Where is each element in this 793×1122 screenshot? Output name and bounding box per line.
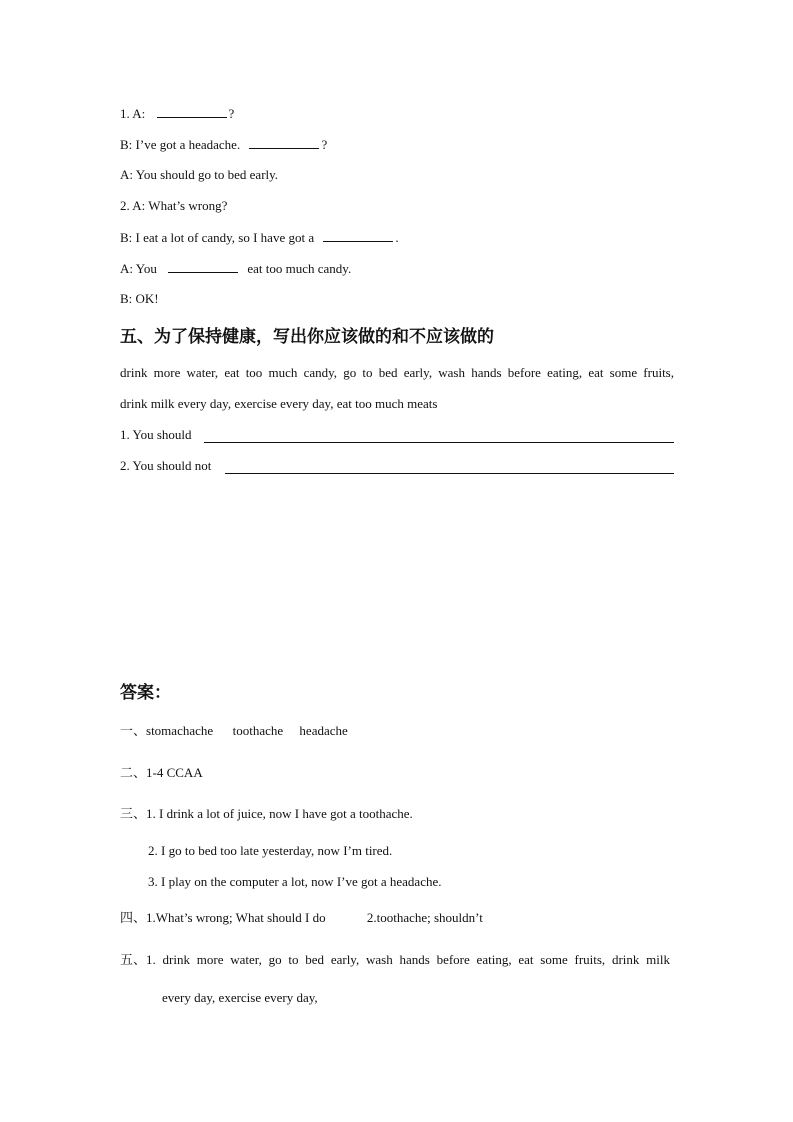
answer-1 [120, 723, 348, 740]
answer-4-prefix: 四、 [120, 911, 147, 926]
answer-3-prefix: 三、 [120, 807, 147, 822]
answer-1-text: stomachache toothache headache [146, 723, 348, 738]
q2-line-a [120, 198, 227, 214]
answers-title: 答案： [120, 683, 171, 703]
answer-3-line3: 3. I play on the computer a lot, now I’ve got a headache. [148, 874, 442, 889]
answer-2 [120, 765, 203, 782]
q1-a2-text: A: You should go to bed early. [120, 167, 279, 182]
answer-5-line2: every day, exercise every day, [162, 990, 318, 1005]
q1-a-blank[interactable] [157, 105, 227, 118]
answer-4-text: 1.What’s wrong; What should I do [146, 910, 326, 925]
should-not-label: 2. You should not [120, 458, 212, 473]
q2-b-blank[interactable] [323, 229, 393, 242]
q2-line-a2 [120, 260, 351, 277]
should-label: 1. You should [120, 427, 192, 442]
q1-line-a [120, 105, 234, 122]
answer-5 [120, 952, 674, 969]
q1-b-blank[interactable] [249, 136, 319, 149]
q2-line-b2 [120, 291, 159, 307]
q2-b-end: . [395, 230, 399, 245]
answer-3-line2: 2. I go to bed too late yesterday, now I’m tired. [148, 843, 393, 858]
q2-a-text: 2. A: What’s wrong? [120, 198, 228, 213]
answer-5-line1: 1. drink more water, go to bed early, wash hands before eating, eat some fruits, drink milk [146, 952, 671, 967]
q1-line-b [120, 136, 327, 153]
answer-4-text2: 2.toothache; shouldn’t [366, 910, 483, 925]
q2-a2-blank[interactable] [168, 260, 238, 273]
should-answer-line[interactable] [204, 442, 674, 443]
q1-line-a2 [120, 167, 278, 183]
q1-b-text: B: I’ve got a headache. [120, 137, 241, 152]
q2-a2-end: eat too much candy. [247, 261, 352, 276]
section5-title: 五、为了保持健康，写出你应该做的和不应该做的 [120, 327, 494, 347]
answer-4 [120, 910, 483, 927]
q2-b-text: B: I eat a lot of candy, so I have got a [120, 230, 315, 245]
should-not-answer-line[interactable] [225, 473, 674, 474]
q2-b2-text: B: OK! [120, 291, 159, 306]
answer-2-text: 1-4 CCAA [146, 765, 203, 780]
answer-3 [120, 806, 413, 823]
answer-1-prefix: 一、 [120, 724, 147, 739]
q1-a-text: 1. A: [120, 106, 146, 121]
q1-b-end: ? [321, 137, 328, 152]
word-bank-line1: drink more water, eat too much candy, go to bed early, wash hands before eating, eat some fruits, [120, 365, 674, 380]
q1-a-end: ? [228, 106, 235, 121]
word-bank-line2: drink milk every day, exercise every day, eat too much meats [120, 396, 438, 411]
answer-5-prefix: 五、 [120, 953, 147, 968]
answer-3-line1: 1. I drink a lot of juice, now I have got a toothache. [146, 806, 413, 821]
answer-2-prefix: 二、 [120, 766, 147, 781]
q2-line-b [120, 229, 399, 246]
q2-a2-start: A: You [120, 261, 157, 276]
